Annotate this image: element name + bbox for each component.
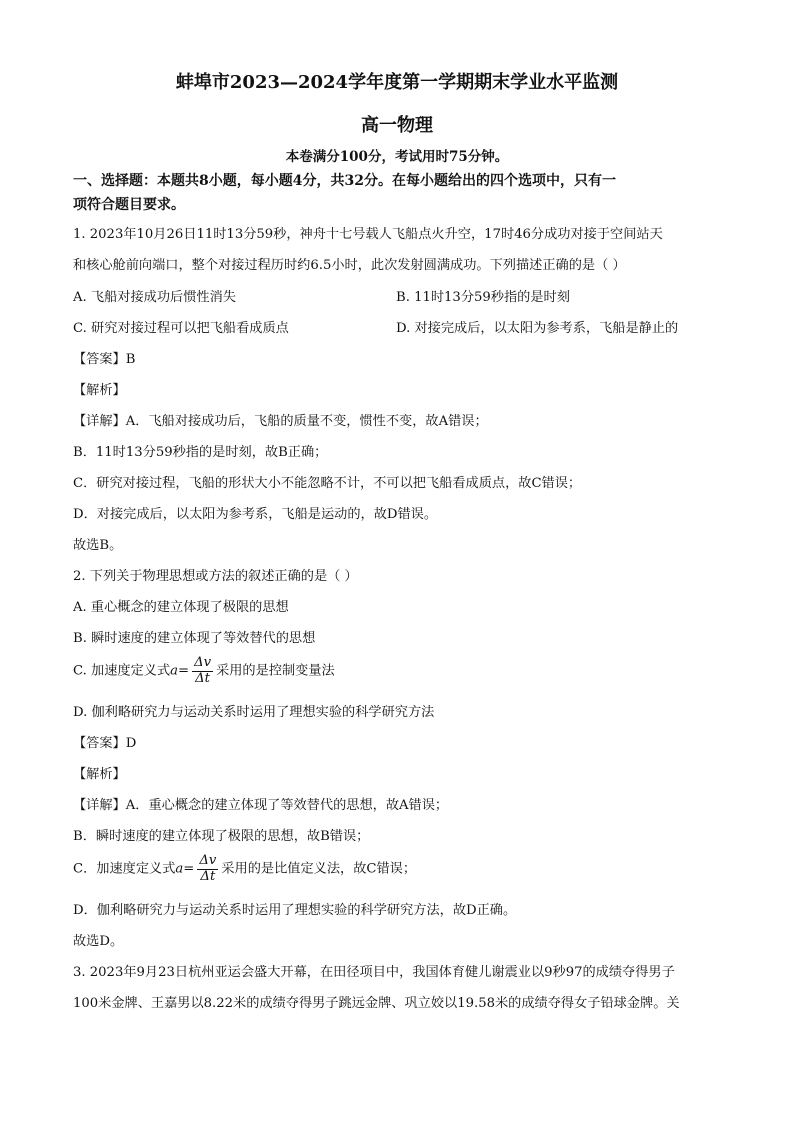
acceleration-symbol: a — [170, 663, 179, 679]
q1-option-c: C. 研究对接过程可以把飞船看成质点 — [73, 321, 289, 336]
q1-stem-line1: 1. 2023年10月26日11时13分59秒，神舟十七号载人飞船点火升空，17时46分成功对接于空间站天 — [73, 227, 663, 242]
q2-option-b: B. 瞬时速度的建立体现了等效替代的思想 — [73, 631, 316, 646]
acceleration-fraction — [192, 656, 213, 686]
document-subtitle: 高一物理 — [361, 115, 433, 136]
q2-detail-line1: 【详解】A．重心概念的建立体现了等效替代的思想，故A错误； — [73, 798, 449, 813]
fraction-denominator-2: Δt — [200, 868, 216, 884]
q2-option-a: A. 重心概念的建立体现了极限的思想 — [73, 600, 289, 615]
q2-stem: 2. 下列关于物理思想或方法的叙述正确的是（ ） — [73, 569, 358, 584]
q2-option-c-suffix: 采用的是控制变量法 — [216, 663, 335, 679]
q2-conclusion: 故选D。 — [73, 934, 124, 949]
q1-conclusion: 故选B。 — [73, 538, 123, 553]
q1-option-d: D. 对接完成后，以太阳为参考系，飞船是静止的 — [396, 321, 679, 336]
q1-detail-line2: B．11时13分59秒指的是时刻，故B正确； — [73, 445, 328, 460]
q2-option-c — [73, 656, 335, 686]
q2-detail-line4: D．伽利略研究力与运动关系时运用了理想实验的科学研究方法，故D正确。 — [73, 903, 517, 918]
q1-analysis-label: 【解析】 — [73, 383, 126, 398]
q2-detail-line3 — [73, 854, 416, 884]
acceleration-symbol-2: a — [175, 861, 184, 877]
q2-detail-line3-suffix: 采用的是比值定义法，故C错误； — [221, 861, 417, 877]
equals-sign-2: = — [183, 861, 195, 877]
document-title: 蚌埠市2023—2024学年度第一学期期末学业水平监测 — [175, 72, 619, 93]
q1-stem-line2: 和核心舱前向端口，整个对接过程历时约6.5小时，此次发射圆满成功。下列描述正确的是（ ） — [73, 258, 626, 273]
q2-detail-line2: B．瞬时速度的建立体现了极限的思想，故B错误； — [73, 829, 370, 844]
fraction-denominator: Δt — [195, 670, 210, 686]
fraction-numerator-2: Δv — [199, 853, 217, 868]
q2-analysis-label: 【解析】 — [73, 767, 126, 782]
q1-detail-line1: 【详解】A．飞船对接成功后，飞船的质量不变，惯性不变，故A错误； — [73, 414, 488, 429]
exam-note: 本卷满分100分，考试用时75分钟。 — [285, 149, 509, 165]
q3-stem-line2: 100米金牌、王嘉男以8.22米的成绩夺得男子跳远金牌、巩立姣以19.58米的成绩夺得女子铅球金牌。关 — [73, 996, 680, 1011]
q1-option-a: A. 飞船对接成功后惯性消失 — [73, 290, 236, 305]
q1-detail-line3: C．研究对接过程，飞船的形状大小不能忽略不计，不可以把飞船看成质点，故C错误； — [73, 476, 582, 491]
q3-stem-line1: 3. 2023年9月23日杭州亚运会盛大开幕，在田径项目中，我国体育健儿谢震业以9秒97的成绩夺得男子 — [73, 965, 675, 980]
section-heading-line1: 一、选择题：本题共8小题，每小题4分，共32分。在每小题给出的四个选项中，只有一 — [73, 173, 616, 189]
q1-answer: 【答案】B — [73, 352, 136, 367]
equals-sign: = — [178, 663, 190, 679]
acceleration-fraction-2 — [197, 854, 218, 884]
q2-option-c-prefix: C. 加速度定义式 — [73, 663, 171, 679]
q2-detail-line3-prefix: C．加速度定义式 — [73, 861, 176, 877]
q1-detail-line4: D．对接完成后，以太阳为参考系，飞船是运动的，故D错误。 — [73, 507, 438, 522]
q2-option-d: D. 伽利略研究力与运动关系时运用了理想实验的科学研究方法 — [73, 705, 435, 720]
q1-option-b: B. 11时13分59秒指的是时刻 — [396, 290, 570, 305]
fraction-numerator: Δv — [194, 655, 212, 670]
q2-answer: 【答案】D — [73, 736, 137, 751]
section-heading-line2: 项符合题目要求。 — [73, 197, 185, 213]
